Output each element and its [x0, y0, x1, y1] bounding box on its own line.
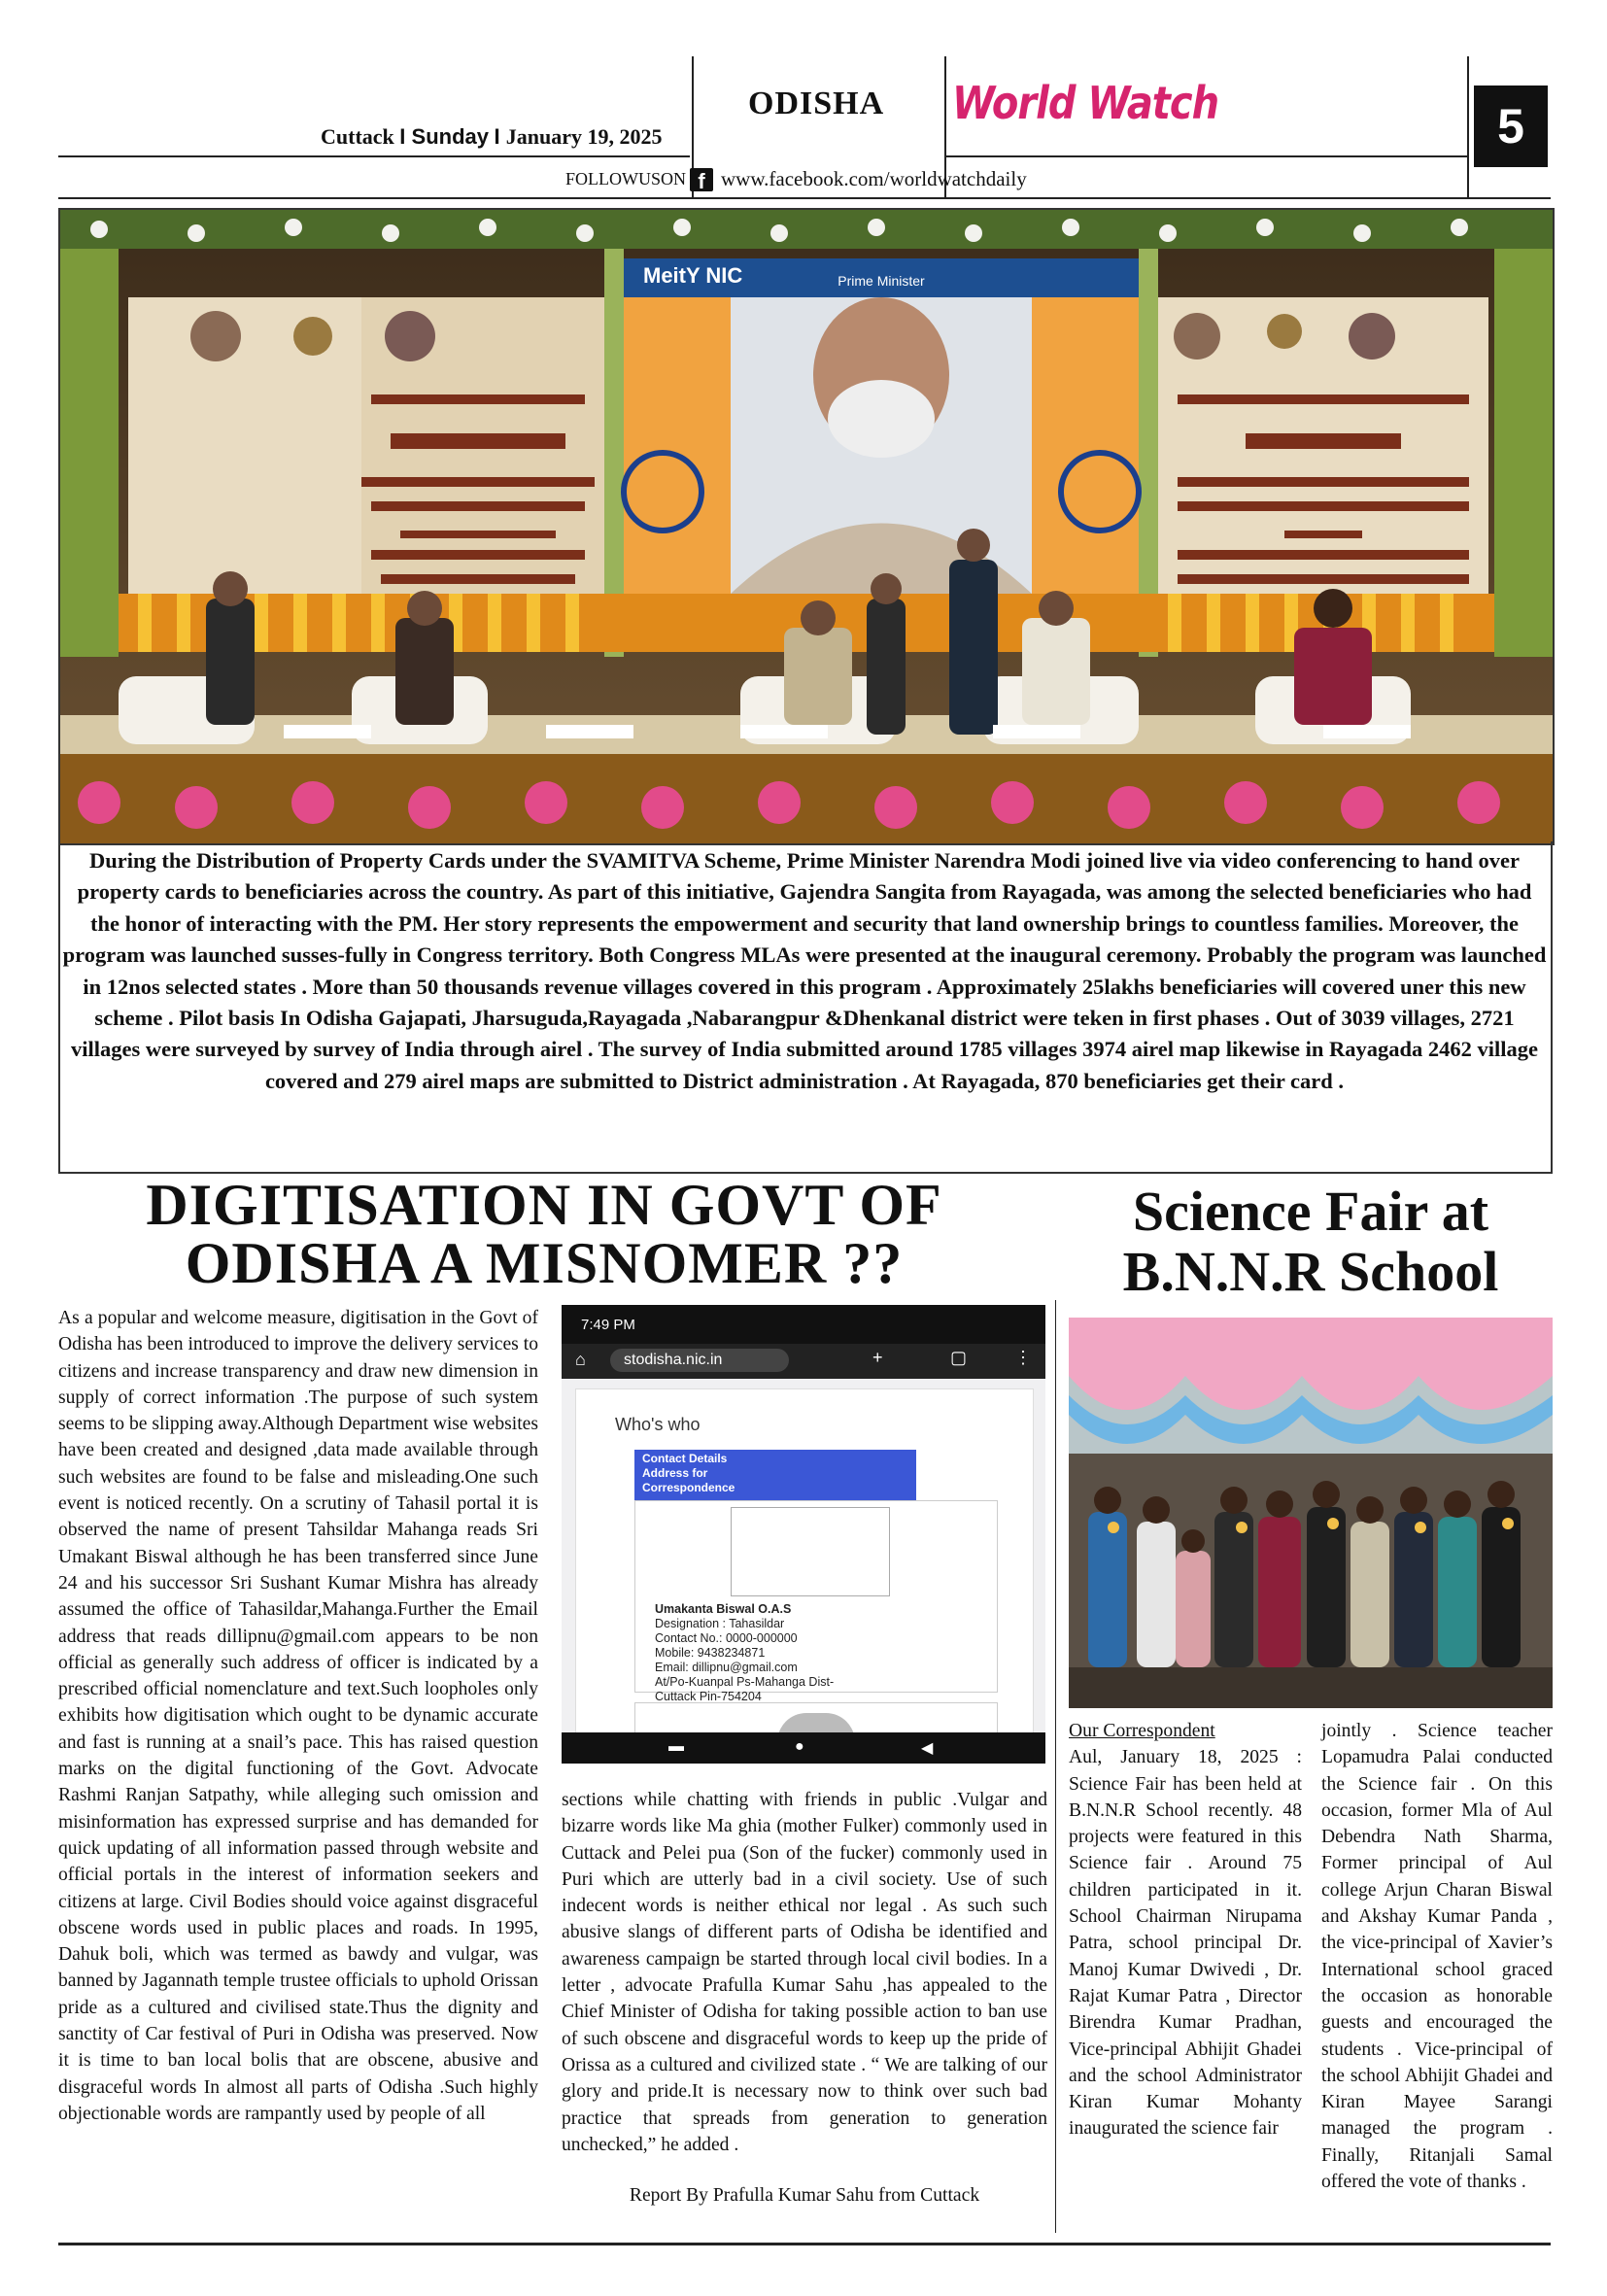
menu-item-address: Address for [642, 1466, 708, 1480]
header-divider-3 [1467, 56, 1469, 197]
article2-headline [1063, 1182, 1558, 1302]
nav-recent-icon: ▬ [668, 1738, 684, 1755]
tabs-icon: ▢ [950, 1348, 968, 1367]
contact-menu[interactable] [634, 1450, 916, 1500]
officer-address1: At/Po-Kuanpal Ps-Mahanga Dist- [655, 1675, 835, 1689]
facebook-icon: f [690, 168, 713, 191]
menu-icon: ⋮ [1014, 1348, 1032, 1367]
officer-address2: Cuttack Pin-754204 [655, 1690, 762, 1703]
follow-label: FOLLOWUSON [565, 169, 686, 188]
header-rule-bottom [58, 197, 1551, 199]
article2-column-right: jointly . Science teacher Lopamudra Palai conducted the Science fair . On this occasion, former Mla of Aul Debendra Nath Sharma, Former principal of Aul college Arjun Charan Biswal and Akshay Kumar Panda , the vice-principal of Xavier’s International school graced the occasion as honorable guests and encouraged the students . Vice-principal of the school Abhijit Ghadei and Kiran Mayee Sarangi managed the program . Finally, Ritanjali Samal offered the vote of thanks . [1321, 1721, 1553, 2193]
portal-screenshot [562, 1305, 1045, 1764]
article2-headline-line1: Science Fair at [1132, 1180, 1489, 1243]
footer-rule [58, 2243, 1551, 2245]
menu-item-contact: Contact Details [642, 1452, 728, 1465]
dateline: Cuttack I Sunday I January 19, 2025 [321, 124, 663, 149]
screen-brand: MeitY NIC [643, 263, 743, 288]
broken-image-icon [731, 1507, 890, 1596]
officer-name: Umakanta Biswal O.A.S [655, 1602, 792, 1616]
article1-headline-line2: ODISHA A MISNOMER ?? [185, 1231, 904, 1295]
header-rule-right [946, 155, 1467, 157]
status-time: 7:49 PM [581, 1317, 635, 1333]
follow-us [565, 167, 1027, 191]
officer-designation: Designation : Tahasildar [655, 1617, 785, 1630]
column-divider [1055, 1300, 1056, 2233]
page-number: 5 [1474, 86, 1548, 167]
day: Sunday [411, 124, 489, 149]
article1-headline-line1: DIGITISATION IN GOVT OF [146, 1173, 942, 1237]
article1-column2: sections while chatting with friends in public .Vulgar and bizarre words like Ma ghia (mother Fulker) commonly used in Cuttack and Pelei pua (Son of the fucker) commonly used in Puri which are utterly bad in a civil society. Use of such indecent words is neither ethical nor legal . As such such abusive slangs of different parts of Odisha be identified and awareness campaign be started through local civil bodies. In a letter , advocate Prafulla Kumar Sahu ,has appealed to the Chief Minister of Odisha for taking possible action to ban use of such obscene and disgraceful words to keep up the pride of Orissa as a cultured and civilized state . “ We are talking of our glory and pride.It is necessary now to think over such bad practice that spreads from generation to generation unchecked,” he added . [562, 1790, 1047, 2155]
whos-who-title: Who's who [615, 1415, 701, 1434]
city: Cuttack [321, 124, 394, 149]
article1-headline [58, 1173, 1030, 1295]
officer-mobile: Mobile: 9438234871 [655, 1646, 766, 1660]
screen-top-label: Prime Minister [838, 273, 925, 289]
url-bar: stodisha.nic.in [610, 1349, 789, 1372]
date: January 19, 2025 [505, 124, 663, 149]
section-title: ODISHA [748, 86, 885, 121]
article2-headline-line2: B.N.N.R School [1122, 1240, 1499, 1303]
header-rule-left [58, 155, 690, 157]
facebook-url[interactable]: www.facebook.com/worldwatchdaily [721, 167, 1027, 190]
article1-column1: As a popular and welcome measure, digitisation in the Govt of Odisha has been introduced to improve the delivery services to citizens and increase transparency and draw new dimension in supply of correct information .The purpose of such system seems to be slipping away.Although Department wise websites have been created and designed ,data made available through such websites are found to be false and misleading.One such event is noticed recently. On a scrutiny of Tahasil portal it is observed the name of present Tahsildar Mahanga reads Sri Umakant Biswal although he has been transferred since June 24 and his successor Sri Sushant Kumar Mishra has already assumed the office of Tahasildar,Mahanga.Further the Email address that reads dillipnu@gmail.com appears to be non official as generally such address of officer is indicated by a prescribed official nomenclature and text.Such loopholes only exhibits how digitisation which ought to be dynamic accurate and fast is running at a snail’s pace. This has raised question marks on the digital functioning of the Govt. Advocate Rashmi Ranjan Satpathy, while alleging such omission and misinformation has expressed surprise and has demanded for quick updating of all information passed through website and official portals in the interest of information seekers and citizens at large. Civil Bodies should voice against disgraceful obscene words used in public places and roads. In 1995, Dahuk boli, which was termed as bawdy and vulgar, was banned by Jagannath temple trustee officials to uphold Orissan pride as a cultured and civilised state.Thus the dignity and sanctity of Car festival of Puri in Odisha was preserved. Now it is time to ban local bolis that are obscene, abusive and disgraceful words In almost all parts of Odisha .Such highly objectionable words are rampantly used by people of all [58, 1308, 538, 2124]
article2-column-left [1069, 1718, 1302, 2142]
plus-icon: + [872, 1348, 883, 1367]
newspaper-logo: World Watch [952, 78, 1219, 130]
hero-caption: During the Distribution of Property Cards under the SVAMITVA Scheme, Prime Minister Narendra Modi joined live via video conferencing to hand over property cards to beneficiaries across the country. As part of this initiative, Gajendra Sangita from Rayagada, was among the selected beneficiaries who had the honor of interacting with the PM. Her story represents the empowerment and security that land ownership brings to countless families. Moreover, the program was launched susses-fully in Congress territory. Both Congress MLAs were presented at the inaugural ceremony. Probably the program was launched in 12nos selected states . More than 50 thousands revenue villages covered in this program . Approximately 25lakhs beneficiaries will covered uner this new scheme . Pilot basis In Odisha Gajapati, Jharsuguda,Rayagada ,Nabarangpur &Dhenkanal district were teken in first phases . Out of 3039 villages, 2721 villages were surveyed by survey of India through airel . The survey of India submitted around 1785 villages 3974 airel map likewise in Rayagada 2462 village covered and 279 airel maps are submitted to District administration . At Rayagada, 870 beneficiaries get their card . [62, 848, 1547, 1093]
menu-item-correspondence: Correspondence [642, 1481, 735, 1494]
article2-byline: Our Correspondent [1069, 1721, 1215, 1741]
article1-report-by: Report By Prafulla Kumar Sahu from Cuttack [629, 2185, 980, 2206]
nav-back-icon: ◀ [921, 1740, 934, 1757]
nav-home-icon: ● [795, 1738, 804, 1755]
article2-left-text: Aul, January 18, 2025 : Science Fair has been held at B.N.N.R School recently. 48 projects were featured in this Science fair . Around 75 children participated in it. School Chairman Nirupama Patra, school principal Dr. Manoj Kumar Dwivedi , Dr. Rajat Kumar Patra , Director Birendra Kumar Pradhan, Vice-principal Abhijit Ghadei and the school Administrator Kiran Kumar Mohanty inaugurated the science fair [1069, 1747, 1302, 2140]
officer-contact: Contact No.: 0000-000000 [655, 1631, 798, 1645]
home-icon: ⌂ [575, 1350, 586, 1369]
officer-email: Email: dillipnu@gmail.com [655, 1661, 798, 1674]
science-fair-photo [1069, 1318, 1553, 1708]
hero-photo [58, 208, 1555, 845]
